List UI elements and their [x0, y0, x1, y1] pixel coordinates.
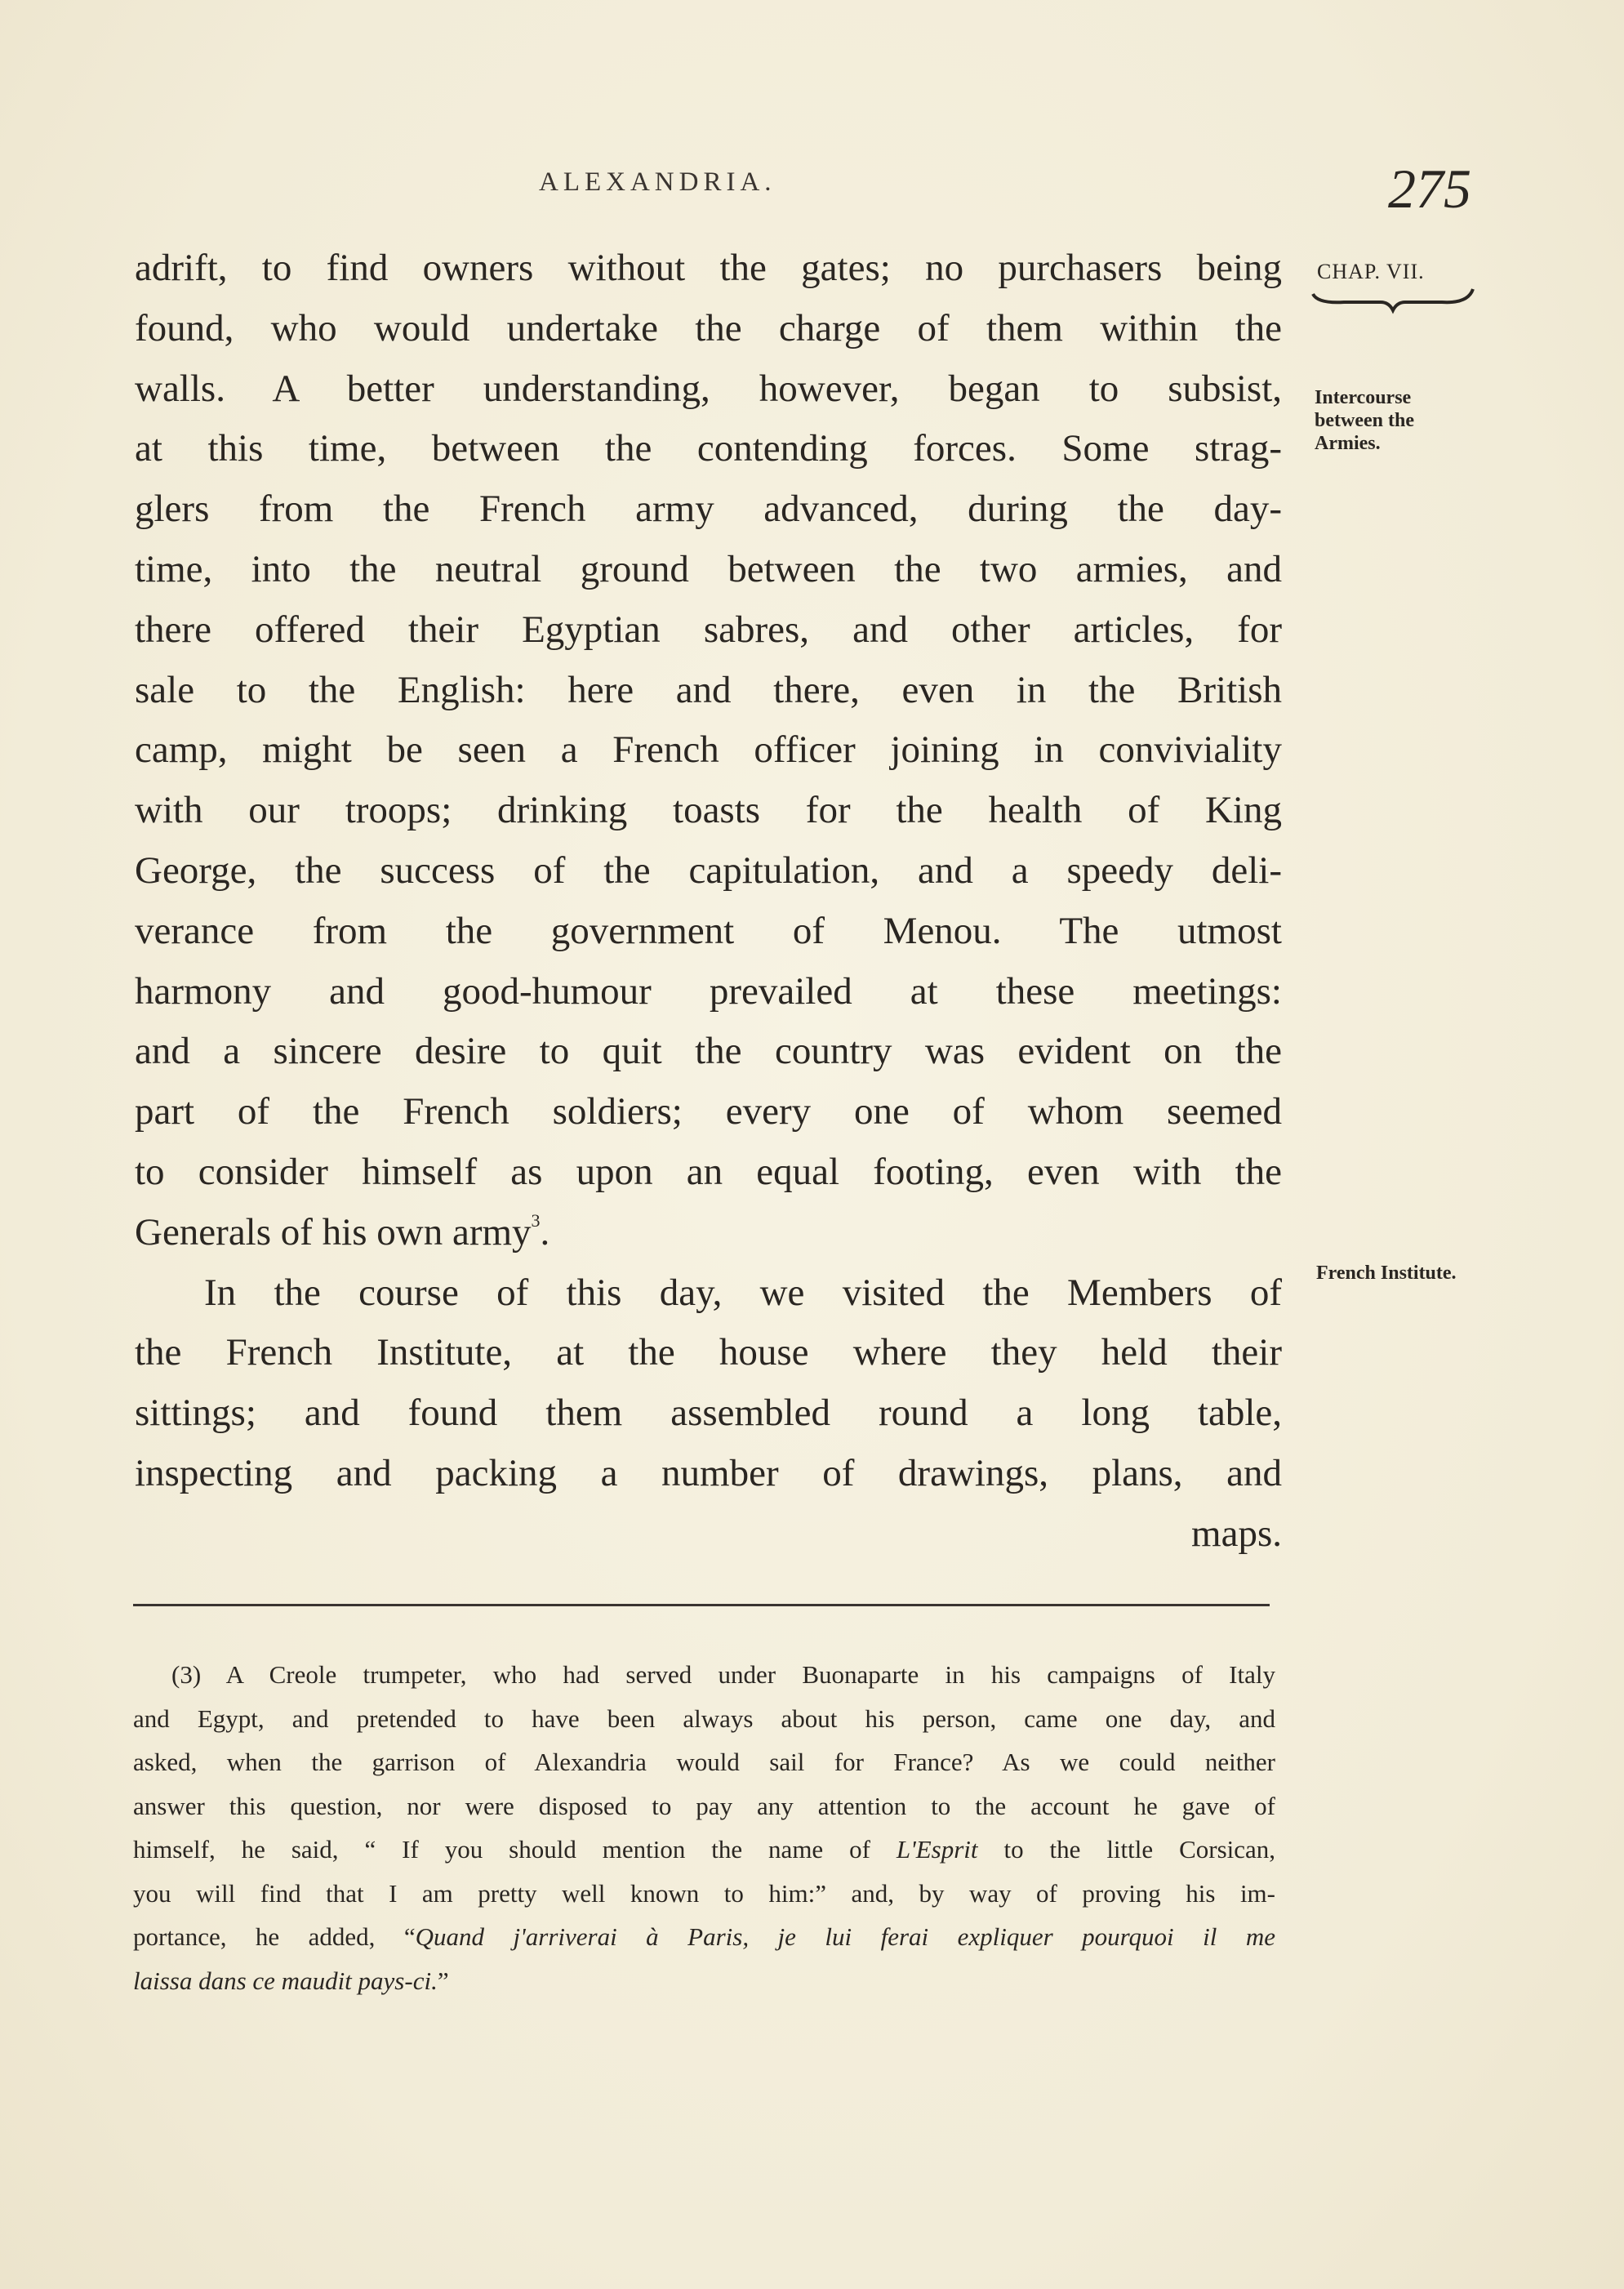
footnote-italic: Quand j'arriverai à Paris, je lui ferai expliquer pourquoi il me	[415, 1922, 1275, 1951]
body-line: harmony and good-humour prevailed at these meetings:	[135, 969, 1282, 1013]
footnote-text: himself, he said, “ If you should mention the name of	[133, 1835, 870, 1864]
footnote-line	[133, 1828, 1275, 1872]
body-line: time, into the neutral ground between the two armies, and	[135, 547, 1282, 590]
body-line: sale to the English: here and there, even in the British	[135, 668, 1282, 711]
body-line: verance from the government of Menou. The utmost	[135, 909, 1282, 952]
body-line: and a sincere desire to quit the country was evident on the	[135, 1030, 1282, 1073]
footnote-line: and Egypt, and pretended to have been always about his person, came one day, and	[133, 1703, 1275, 1733]
body-line: to consider himself as upon an equal footing, even with the	[135, 1150, 1282, 1193]
running-title: ALEXANDRIA.	[539, 167, 776, 197]
body-line: maps.	[1191, 1512, 1282, 1555]
sentence-period: .	[540, 1210, 550, 1254]
body-line: sittings; and found them assembled round a long table,	[135, 1392, 1282, 1435]
footnote-italic: L'Esprit	[896, 1835, 978, 1864]
body-line: with our troops; drinking toasts for the health of King	[135, 789, 1282, 832]
brace-ornament	[1311, 286, 1475, 318]
body-line: walls. A better understanding, however, began to subsist,	[135, 367, 1282, 410]
chapter-label: CHAP. VII.	[1317, 260, 1425, 283]
footnote-line: answer this question, nor were disposed to pay any attention to the account he gave of	[133, 1791, 1275, 1820]
body-line: adrift, to find owners without the gates; no purchasers being	[135, 247, 1282, 289]
footnote-line: asked, when the garrison of Alexandria would sail for France? As we could neither	[133, 1748, 1275, 1776]
body-line: found, who would undertake the charge of them within the	[135, 306, 1282, 350]
body-line: glers from the French army advanced, during the day-	[135, 488, 1282, 531]
footnote-marker: 3	[531, 1209, 541, 1231]
body-line: camp, might be seen a French officer joining in conviviality	[135, 728, 1282, 772]
sidenote-french-institute: French Institute.	[1316, 1263, 1457, 1284]
footnote-text: to the little Corsican,	[1003, 1835, 1276, 1864]
sidenote-intercourse: Intercourse between the Armies.	[1315, 387, 1414, 454]
body-line: part of the French soldiers; every one of whom seemed	[135, 1090, 1282, 1133]
footnote	[133, 1653, 1276, 2002]
footnote-text: portance, he added, “	[133, 1922, 416, 1951]
footnote-line	[133, 1959, 1275, 2003]
body-line: at this time, between the contending forces. Some strag-	[135, 427, 1282, 470]
page-number: 275	[1388, 158, 1471, 220]
body-line-text: Generals of his own army	[135, 1210, 532, 1254]
footnote-italic: laissa dans ce maudit pays-ci.	[133, 1966, 438, 1995]
body-line: In the course of this day, we visited the Members of	[204, 1271, 1282, 1314]
body-text	[135, 238, 1282, 1565]
footnote-rule	[133, 1604, 1270, 1606]
body-line: there offered their Egyptian sabres, and other articles, for	[135, 608, 1282, 651]
body-line	[135, 1203, 1282, 1263]
footnote-line: (3) A Creole trumpeter, who had served under Buonaparte in his campaigns of Italy	[171, 1660, 1275, 1689]
footnote-line	[133, 1915, 1275, 1959]
footnote-line: you will find that I am pretty well known to him:” and, by way of proving his im-	[133, 1878, 1275, 1908]
body-line: inspecting and packing a number of drawings, plans, and	[135, 1451, 1282, 1494]
body-line: George, the success of the capitulation, and a speedy deli-	[135, 848, 1282, 892]
body-line: the French Institute, at the house where they held their	[135, 1331, 1282, 1374]
footnote-text: ”	[437, 1966, 449, 1995]
